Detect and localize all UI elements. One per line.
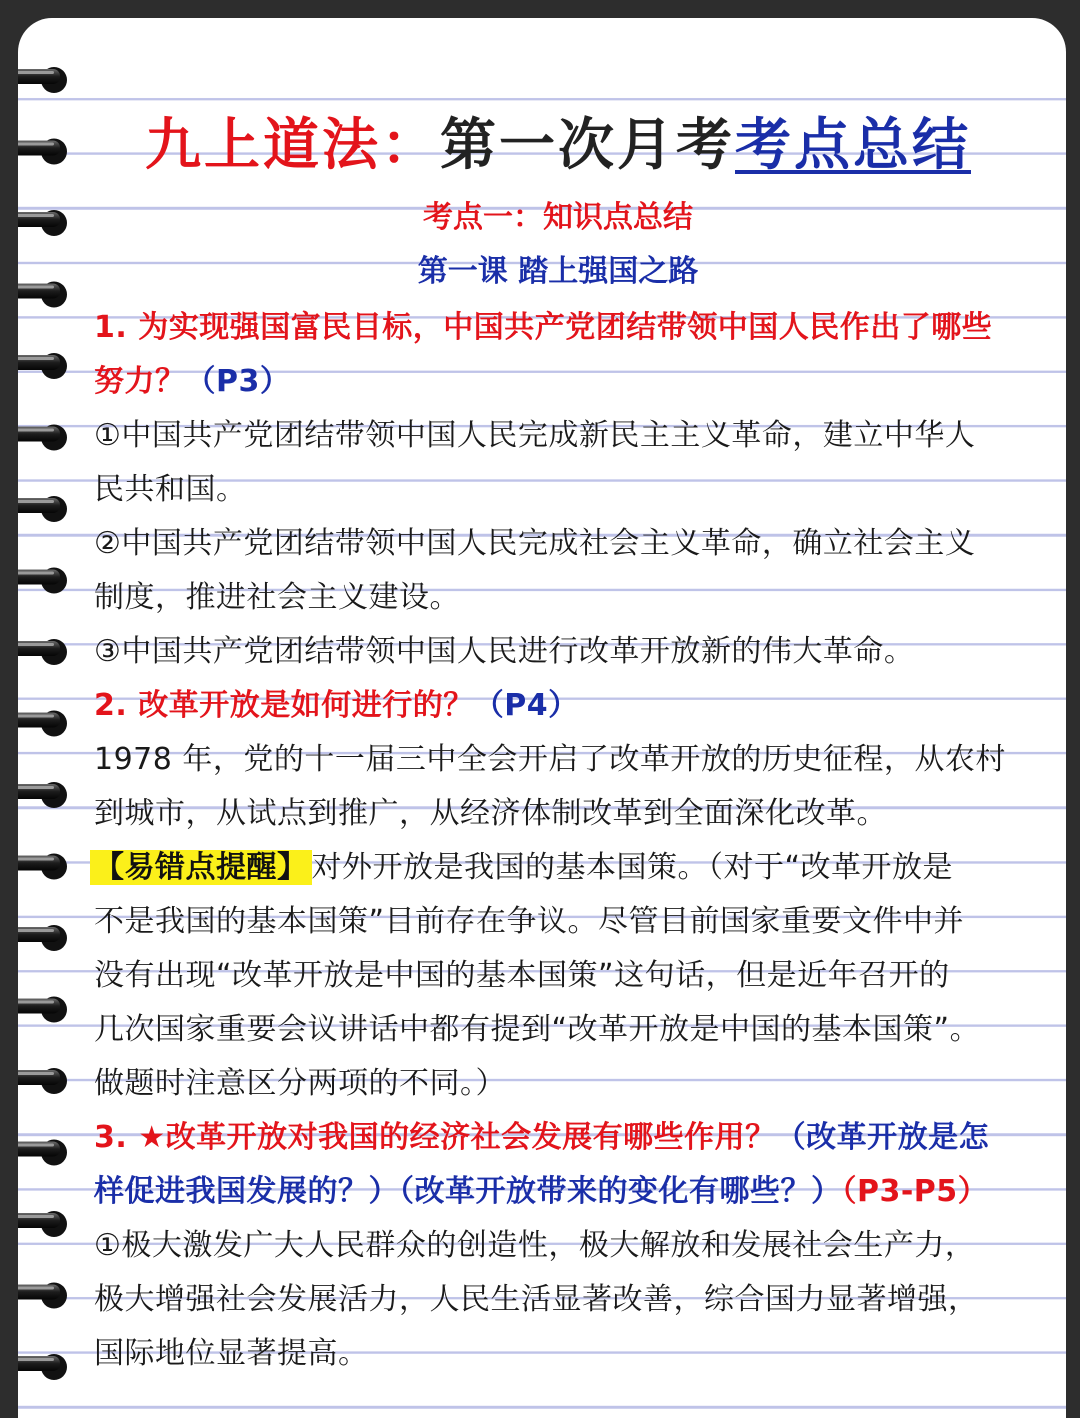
binding-ring [18,711,67,737]
binding-ring [18,925,67,951]
binding-ring [18,1068,67,1094]
q3-alt-question-1a: （改革开放是怎 [775,1120,990,1155]
q2-tip-line3: 没有出现“改革开放是中国的基本国策”这句话，但是近年召开的 [94,958,950,993]
notebook-page [18,18,1066,1418]
q2-answer-line1: 1978 年，党的十一届三中全会开启了改革开放的历史征程，从农村 [94,742,1006,777]
q3-question-line1 [94,1111,1034,1165]
q3-question-line2 [94,1165,1034,1219]
q2-question [94,679,1034,733]
binding-ring [18,210,67,236]
binding-ring [18,568,67,594]
q2-tip-line4: 几次国家重要会议讲话中都有提到“改革开放是中国的基本国策”。 [94,1012,981,1047]
binding-ring [18,1354,67,1380]
q3-answer-1-line1: ①极大激发广大人民群众的创造性，极大解放和发展社会生产力， [94,1228,976,1263]
binding-ring [18,1211,67,1237]
section-heading: 考点一：知识点总结 [423,200,693,235]
binding-ring [18,854,67,880]
binding-ring [18,997,67,1023]
title-summary: 考点总结 [735,113,971,178]
title-exam: 第一次月考 [440,113,735,178]
q2-question-text: 2. 改革开放是如何进行的？ [94,688,474,723]
mistake-tip-label: 【易错点提醒】 [90,850,312,885]
binding-ring [18,496,67,522]
q1-answer-2-line2: 制度，推进社会主义建设。 [94,580,460,615]
title-subject: 九上道法： [145,113,440,178]
binding-ring [18,425,67,451]
q2-tip-line5: 做题时注意区分两项的不同。） [94,1066,506,1101]
binding-ring [18,639,67,665]
q3-answer-1-line2: 极大增强社会发展活力，人民生活显著改善，综合国力显著增强， [94,1282,979,1317]
q2-tip-text1: 对外开放是我国的基本国策。（对于“改革开放是 [311,850,954,885]
binding-ring [18,1283,67,1309]
q1-page-ref: （P3） [185,364,291,399]
q1-question-line1: 1. 为实现强国富民目标，中国共产党团结带领中国人民作出了哪些 [94,310,993,345]
binding-ring [18,1140,67,1166]
q2-tip-line1 [94,841,1034,895]
q1-question-tail: 努力？ [94,364,186,399]
q2-answer-line2: 到城市，从试点到推广，从经济体制改革到全面深化改革。 [94,796,887,831]
q2-tip-line2: 不是我国的基本国策”目前存在争议。尽管目前国家重要文件中并 [94,904,965,939]
binding-ring [18,782,67,808]
q3-alt-question-1b: 样促进我国发展的？） [94,1174,399,1209]
q1-answer-1-line1: ①中国共产党团结带领中国人民完成新民主主义革命，建立中华人 [94,418,976,453]
q3-number: 3. [94,1120,139,1155]
q2-page-ref: （P4） [473,688,579,723]
star-icon: ★ [138,1120,166,1155]
q1-answer-1-line2: 民共和国。 [94,472,247,507]
q3-alt-question-2: （改革开放带来的变化有哪些？） [399,1174,842,1209]
binding-ring [18,139,67,165]
q3-answer-1-line3: 国际地位显著提高。 [94,1336,369,1371]
binding-ring [18,67,67,93]
q3-question-text: 改革开放对我国的经济社会发展有哪些作用？ [165,1120,776,1155]
q1-question-line2 [94,355,1034,409]
page-title [78,106,1038,186]
q1-answer-3: ③中国共产党团结带领中国人民进行改革开放新的伟大革命。 [94,634,915,669]
q1-answer-2-line1: ②中国共产党团结带领中国人民完成社会主义革命，确立社会主义 [94,526,976,561]
binding-ring [18,282,67,308]
q3-page-ref: （P3-P5） [841,1174,989,1209]
binding-ring [18,353,67,379]
lesson-heading: 第一课 踏上强国之路 [417,254,699,289]
